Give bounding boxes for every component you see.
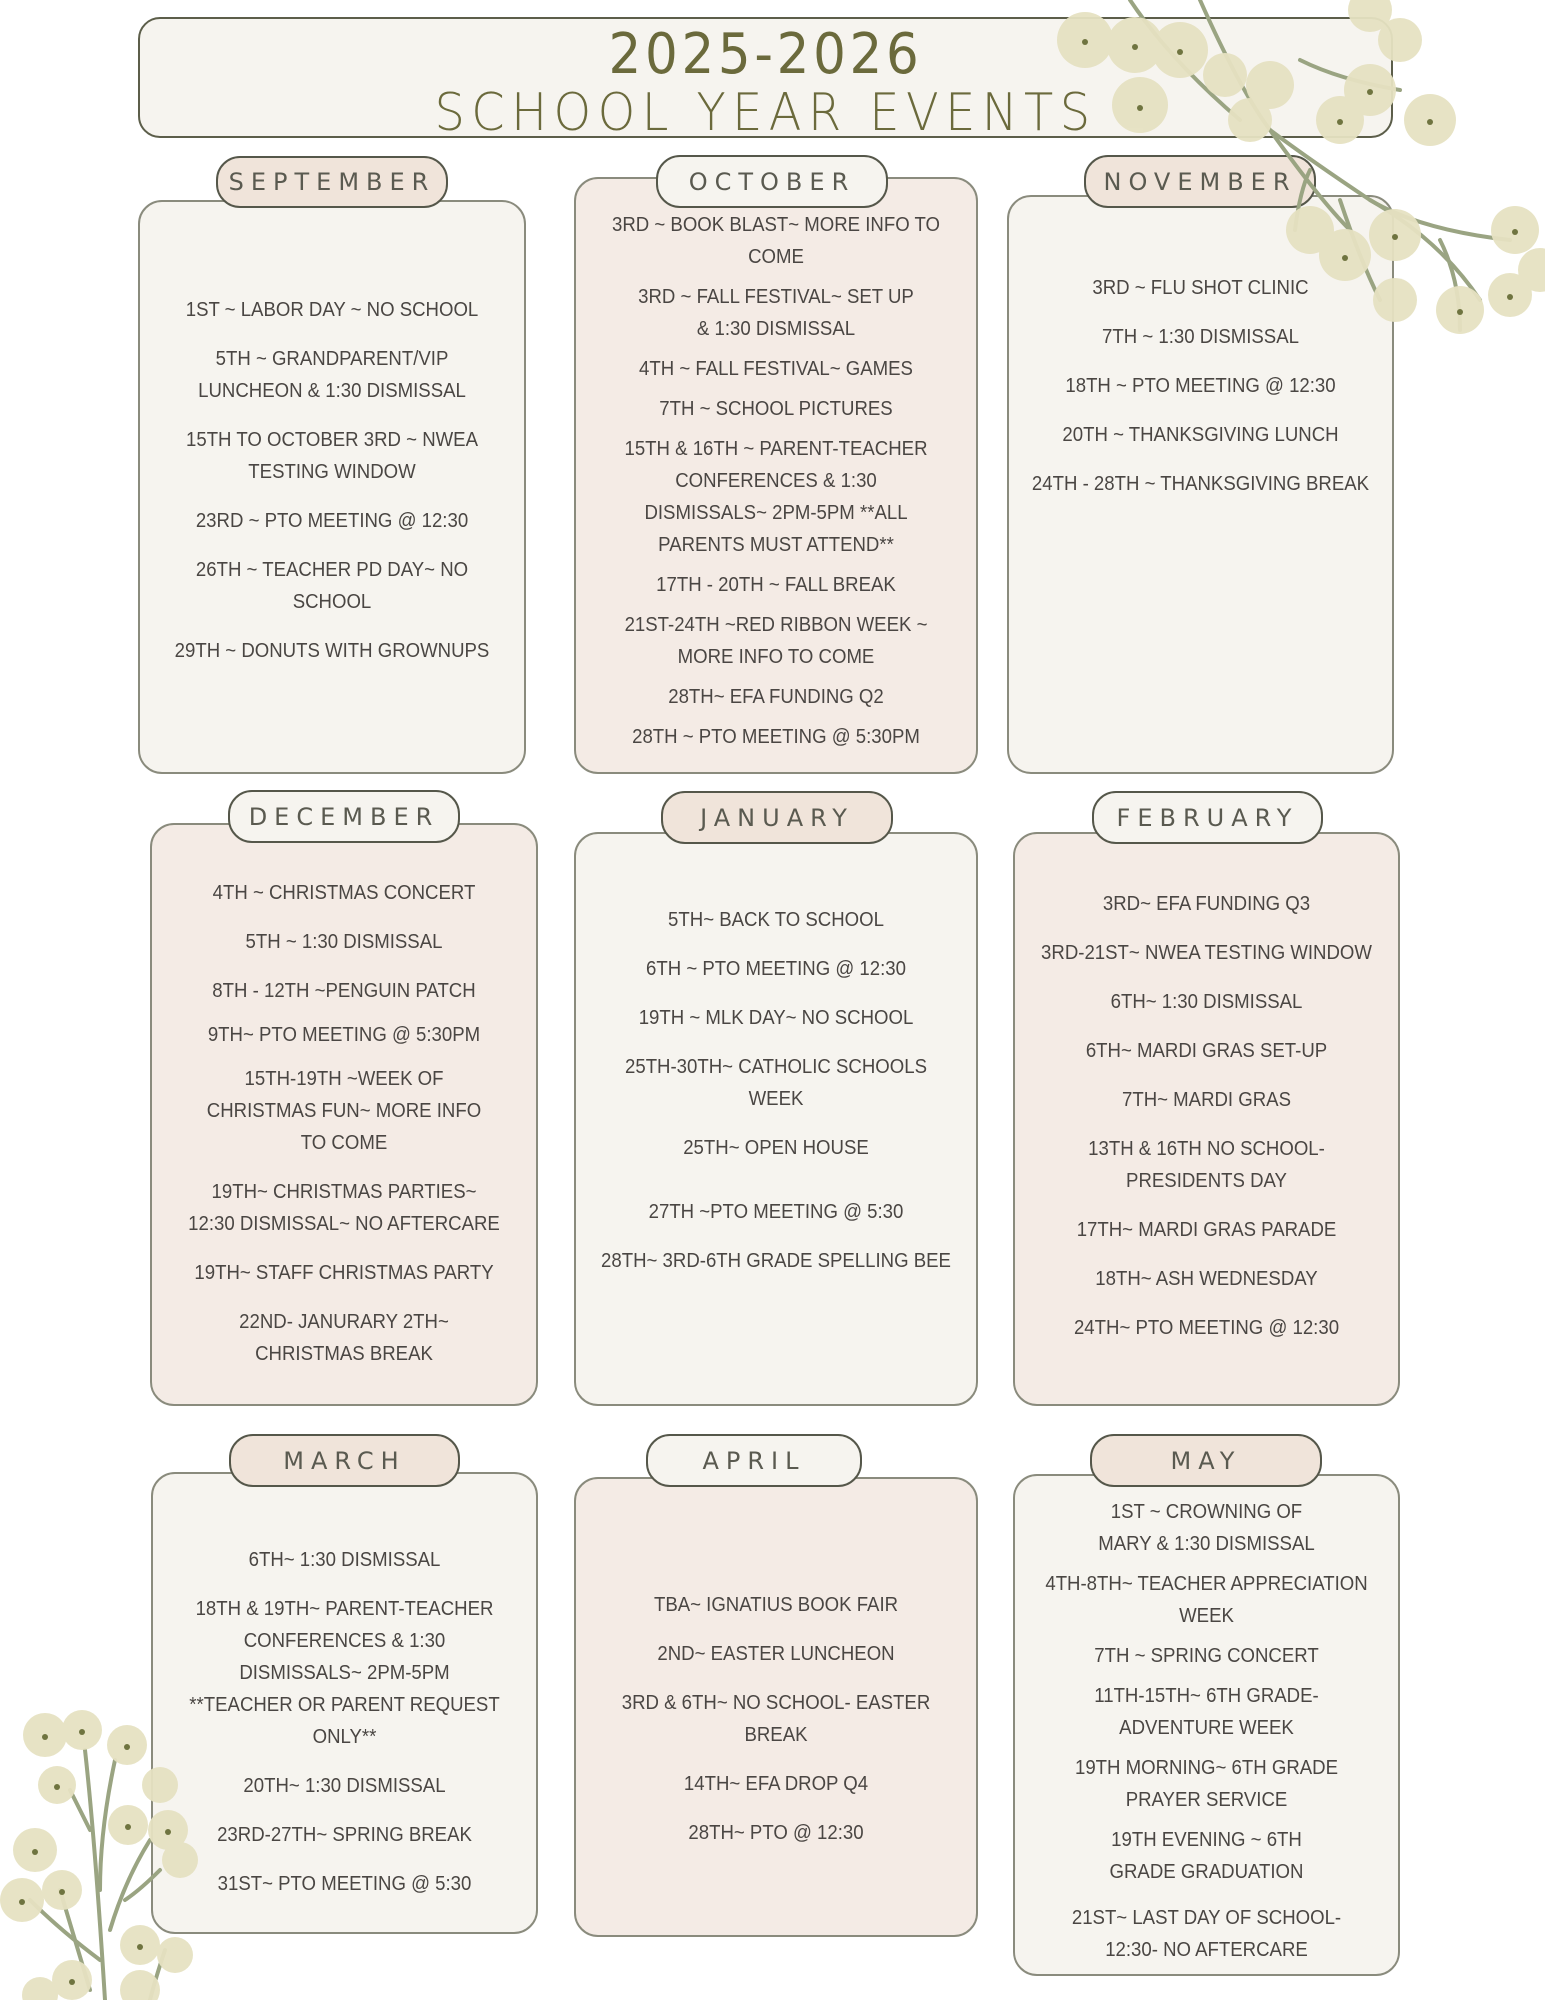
month-box-december bbox=[150, 823, 538, 1406]
event-item: 24TH - 28TH ~ THANKSGIVING BREAK bbox=[1031, 473, 1370, 495]
event-item: 26TH ~ TEACHER PD DAY~ NO SCHOOL bbox=[195, 559, 469, 613]
event-item: 7TH ~ SCHOOL PICTURES bbox=[659, 398, 893, 420]
event-list bbox=[1015, 1496, 1398, 1974]
event-item: 6TH~ MARDI GRAS SET-UP bbox=[1085, 1040, 1328, 1062]
event-item: 5TH ~ GRANDPARENT/VIP LUNCHEON & 1:30 DISMISSAL bbox=[198, 348, 466, 402]
event-item: TBA~ IGNATIUS BOOK FAIR bbox=[653, 1594, 899, 1616]
event-item: 21ST~ LAST DAY OF SCHOOL- 12:30- NO AFTERCARE bbox=[1071, 1907, 1342, 1961]
event-item: 15TH-19TH ~WEEK OF CHRISTMAS FUN~ MORE INFO TO COME bbox=[206, 1068, 482, 1154]
month-box-march bbox=[151, 1472, 538, 1934]
event-item: 28TH ~ PTO MEETING @ 5:30PM bbox=[632, 726, 920, 748]
event-item: 4TH-8TH~ TEACHER APPRECIATION WEEK bbox=[1045, 1573, 1368, 1627]
event-item: 1ST ~ LABOR DAY ~ NO SCHOOL bbox=[185, 299, 479, 321]
event-item: 4TH ~ FALL FESTIVAL~ GAMES bbox=[639, 358, 913, 380]
event-item: 7TH ~ SPRING CONCERT bbox=[1094, 1645, 1319, 1667]
event-item: 27TH ~PTO MEETING @ 5:30 bbox=[648, 1201, 904, 1223]
month-tab-april: APRIL bbox=[646, 1434, 862, 1487]
month-tab-november: NOVEMBER bbox=[1084, 155, 1316, 208]
event-item: 22ND- JANURARY 2TH~ CHRISTMAS BREAK bbox=[239, 1311, 449, 1365]
event-item: 23RD-27TH~ SPRING BREAK bbox=[217, 1824, 472, 1846]
event-item: 18TH ~ PTO MEETING @ 12:30 bbox=[1065, 375, 1336, 397]
event-item: 31ST~ PTO MEETING @ 5:30 bbox=[217, 1873, 472, 1895]
event-item: 28TH~ 3RD-6TH GRADE SPELLING BEE bbox=[601, 1250, 951, 1272]
event-item: 2ND~ EASTER LUNCHEON bbox=[657, 1643, 895, 1665]
event-item: 1ST ~ CROWNING OF MARY & 1:30 DISMISSAL bbox=[1098, 1501, 1315, 1555]
event-item: 18TH & 19TH~ PARENT-TEACHER CONFERENCES & 1:30 DISMISSALS~ 2PM-5PM **TEACHER OR PARENT REQUEST ONLY** bbox=[189, 1598, 500, 1748]
event-item: 25TH-30TH~ CATHOLIC SCHOOLS WEEK bbox=[625, 1056, 927, 1110]
month-box-november bbox=[1007, 195, 1394, 774]
event-item: 15TH & 16TH ~ PARENT-TEACHER CONFERENCES & 1:30 DISMISSALS~ 2PM-5PM **ALL PARENTS MUST ATTEND** bbox=[624, 438, 928, 556]
event-item: 28TH~ EFA FUNDING Q2 bbox=[668, 686, 884, 708]
event-list bbox=[576, 1589, 976, 1866]
event-item: 17TH~ MARDI GRAS PARADE bbox=[1076, 1219, 1337, 1241]
event-item: 3RD~ EFA FUNDING Q3 bbox=[1102, 893, 1311, 915]
event-item: 14TH~ EFA DROP Q4 bbox=[683, 1773, 869, 1795]
event-list bbox=[576, 209, 976, 761]
month-tab-october: OCTOBER bbox=[656, 155, 888, 208]
month-tab-march: MARCH bbox=[229, 1434, 460, 1487]
event-item: 7TH ~ 1:30 DISMISSAL bbox=[1102, 326, 1299, 348]
month-tab-january: JANUARY bbox=[661, 791, 893, 844]
event-item: 5TH ~ 1:30 DISMISSAL bbox=[245, 931, 443, 953]
month-tab-december: DECEMBER bbox=[228, 790, 460, 843]
event-item: 19TH EVENING ~ 6TH GRADE GRADUATION bbox=[1109, 1829, 1304, 1883]
event-item: 13TH & 16TH NO SCHOOL- PRESIDENTS DAY bbox=[1088, 1138, 1325, 1192]
event-item: 20TH ~ THANKSGIVING LUNCH bbox=[1062, 424, 1339, 446]
month-box-may bbox=[1013, 1474, 1400, 1976]
event-item: 20TH~ 1:30 DISMISSAL bbox=[243, 1775, 446, 1797]
event-item: 23RD ~ PTO MEETING @ 12:30 bbox=[195, 510, 469, 532]
event-item: 4TH ~ CHRISTMAS CONCERT bbox=[212, 882, 476, 904]
event-list bbox=[140, 294, 524, 684]
event-item: 6TH~ 1:30 DISMISSAL bbox=[248, 1549, 441, 1571]
event-list bbox=[1009, 272, 1392, 517]
event-item: 29TH ~ DONUTS WITH GROWNUPS bbox=[174, 640, 490, 662]
event-item: 3RD & 6TH~ NO SCHOOL- EASTER BREAK bbox=[621, 1692, 931, 1746]
event-item: 3RD ~ FALL FESTIVAL~ SET UP & 1:30 DISMISSAL bbox=[638, 286, 914, 340]
event-item: 3RD ~ BOOK BLAST~ MORE INFO TO COME bbox=[612, 214, 940, 268]
event-item: 7TH~ MARDI GRAS bbox=[1122, 1089, 1291, 1111]
event-list bbox=[153, 1544, 536, 1917]
event-item: 28TH~ PTO @ 12:30 bbox=[688, 1822, 864, 1844]
event-item: 24TH~ PTO MEETING @ 12:30 bbox=[1073, 1317, 1340, 1339]
page-title: SCHOOL YEAR EVENTS bbox=[434, 83, 1097, 143]
header-banner bbox=[138, 17, 1393, 143]
event-list bbox=[152, 877, 536, 1387]
month-box-september bbox=[138, 200, 526, 774]
event-item: 15TH TO OCTOBER 3RD ~ NWEA TESTING WINDOW bbox=[186, 429, 478, 483]
year-title: 2025-2026 bbox=[608, 22, 923, 87]
event-item: 6TH ~ PTO MEETING @ 12:30 bbox=[646, 958, 906, 980]
month-box-january bbox=[574, 832, 978, 1406]
event-item: 8TH - 12TH ~PENGUIN PATCH bbox=[212, 980, 476, 1002]
event-item: 3RD ~ FLU SHOT CLINIC bbox=[1092, 277, 1309, 299]
month-tab-may: MAY bbox=[1090, 1434, 1322, 1487]
event-item: 19TH~ STAFF CHRISTMAS PARTY bbox=[194, 1262, 494, 1284]
event-item: 19TH ~ MLK DAY~ NO SCHOOL bbox=[638, 1007, 914, 1029]
event-item: 11TH-15TH~ 6TH GRADE- ADVENTURE WEEK bbox=[1094, 1685, 1319, 1739]
month-box-april bbox=[574, 1477, 978, 1937]
event-item: 19TH MORNING~ 6TH GRADE PRAYER SERVICE bbox=[1074, 1757, 1339, 1811]
event-item: 6TH~ 1:30 DISMISSAL bbox=[1110, 991, 1303, 1013]
event-item: 19TH~ CHRISTMAS PARTIES~ 12:30 DISMISSAL~ NO AFTERCARE bbox=[188, 1181, 500, 1235]
event-list bbox=[576, 904, 976, 1294]
event-item: 25TH~ OPEN HOUSE bbox=[683, 1137, 869, 1159]
event-item: 3RD-21ST~ NWEA TESTING WINDOW bbox=[1041, 942, 1372, 964]
event-item: 5TH~ BACK TO SCHOOL bbox=[668, 909, 884, 931]
event-item: 21ST-24TH ~RED RIBBON WEEK ~ MORE INFO TO COME bbox=[624, 614, 928, 668]
month-box-october bbox=[574, 177, 978, 774]
event-item: 9TH~ PTO MEETING @ 5:30PM bbox=[207, 1024, 481, 1046]
event-item: 18TH~ ASH WEDNESDAY bbox=[1095, 1268, 1318, 1290]
event-item: 17TH - 20TH ~ FALL BREAK bbox=[656, 574, 896, 596]
month-tab-february: FEBRUARY bbox=[1092, 791, 1323, 844]
event-list bbox=[1015, 888, 1398, 1361]
month-box-february bbox=[1013, 832, 1400, 1406]
month-tab-september: SEPTEMBER bbox=[216, 156, 448, 208]
